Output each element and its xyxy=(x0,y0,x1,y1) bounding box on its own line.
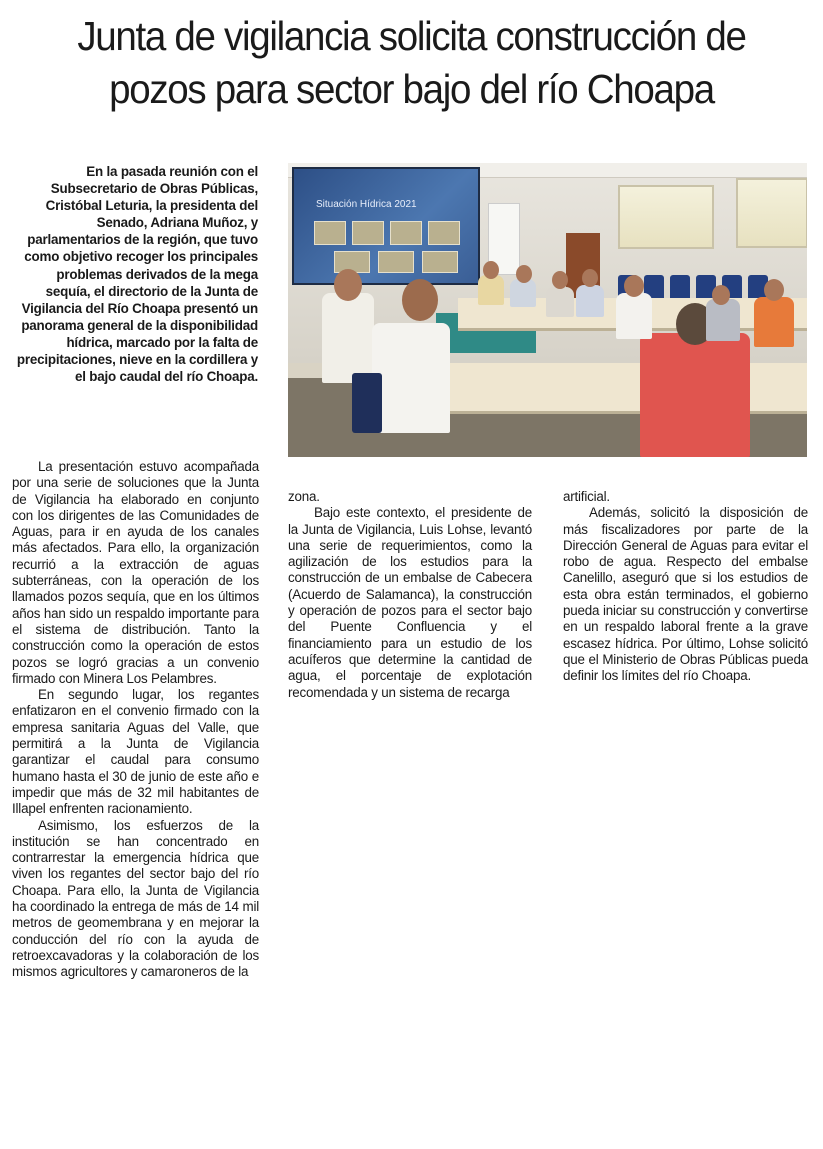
person xyxy=(322,293,374,383)
screen-thumb xyxy=(422,251,458,273)
article-column-2 xyxy=(288,489,532,701)
person-head xyxy=(402,279,438,321)
article-column-1 xyxy=(12,459,259,981)
body-paragraph: Asimismo, los esfuerzos de la institución se han concentrado en contrarrestar la emergencia hídrica que viven los regantes del sector bajo del río Choapa. Para ello, la Junta de Vigilancia ha coordinado la entrega de más de 14 mil metros de geomembrana y en mejorar la conducción del río con la ayuda de retroexcavadoras y la colaboración de los mismos agricultores y camaroneros de la xyxy=(12,817,259,980)
person-head xyxy=(764,279,784,301)
person-head xyxy=(334,269,362,301)
headline-line-2: pozos para sector bajo del río Choapa xyxy=(109,66,714,112)
body-paragraph: En segundo lugar, los regantes enfatizaron en el convenio firmado con la empresa sanitaria Aguas del Valle, que permitirá a la Junta de Vigilancia garantizar el caudal para consumo humano hasta el 30 de junio de este año e impedir que más de 32 mil habitantes de Illapel enfrenten racionamiento. xyxy=(12,687,259,817)
person xyxy=(510,279,536,307)
body-paragraph: Además, solicitó la disposición de más fiscalizadores por parte de la Dirección General de Aguas para evitar el robo de agua. Respecto del embalse Canelillo, aseguró que si los estudios de esta obra están terminados, el gobierno pueda iniciar su construcción y convertirse en un respaldo laboral frente a la grave escasez hídrica. Por último, Lohse solicitó que el Ministerio de Obras Públicas pueda definir los límites del río Choapa. xyxy=(563,505,808,684)
meeting-photo xyxy=(288,163,807,457)
screen-thumb xyxy=(428,221,460,245)
window xyxy=(618,185,714,249)
screen-title: Situación Hídrica 2021 xyxy=(316,199,417,210)
person xyxy=(372,323,450,433)
screen-thumb xyxy=(314,221,346,245)
lead-paragraph: En la pasada reunión con el Subsecretario de Obras Públicas, Cristóbal Leturia, la presidenta del Senado, Adriana Muñoz, y parlamentarios de la región, que tuvo como objetivo recoger los principales problemas derivados de la mega sequía, el directorio de la Junta de Vigilancia del Río Choapa presentó un panorama general de la disponibilidad hídrica, marcado por la falta de precipitaciones, nieve en la cordillera y el bajo caudal del río Choapa. xyxy=(16,164,258,385)
person xyxy=(706,299,740,341)
body-paragraph-continuation: zona. xyxy=(288,489,320,504)
person-head xyxy=(516,265,532,283)
person xyxy=(754,297,794,347)
screen-thumb xyxy=(390,221,422,245)
body-paragraph: La presentación estuvo acompañada por una serie de soluciones que la Junta de Vigilancia ha elaborado en conjunto con los dirigentes de las Comunidades de Aguas, para ir en ayuda de los canales más afectados. Para ello, la organización recurrió a la extracción de aguas subterráneas, con la operación de los llamados pozos sequía, que en los últimos años han sido un respaldo importante para el sistema de distribución. Tanto la construcción como la operación de estos pozos se logró gracias a un convenio firmado con Minera Los Pelambres. xyxy=(12,459,259,686)
headline xyxy=(34,10,789,116)
body-paragraph-continuation: artificial. xyxy=(563,489,610,504)
person-head xyxy=(582,269,598,287)
person xyxy=(478,275,504,305)
screen-thumb xyxy=(378,251,414,273)
screen-thumb xyxy=(352,221,384,245)
person-head xyxy=(712,285,730,305)
person xyxy=(640,333,750,457)
window xyxy=(736,178,807,248)
headline-line-1: Junta de vigilancia solicita construcción de xyxy=(77,13,746,59)
body-paragraph: Bajo este contexto, el presidente de la Junta de Vigilancia, Luis Lohse, levantó una serie de requerimientos, como la agilización de los estudios para la construcción de un embalse de Cabecera (Acuerdo de Salamanca), la construcción y operación de pozos para el sector bajo del Puente Confluencia y el financiamiento para un estudio de los acuíferos que determine la cantidad de agua, el porcentaje de explotación recomendada y un sistema de recarga xyxy=(288,505,532,700)
meeting-table xyxy=(438,363,807,414)
projection-screen xyxy=(294,169,478,283)
chair xyxy=(352,373,382,433)
person xyxy=(576,285,604,317)
person xyxy=(616,293,652,339)
person-head xyxy=(552,271,568,289)
person-head xyxy=(483,261,499,279)
person-head xyxy=(624,275,644,297)
person xyxy=(546,287,574,317)
article-column-3 xyxy=(563,489,808,685)
